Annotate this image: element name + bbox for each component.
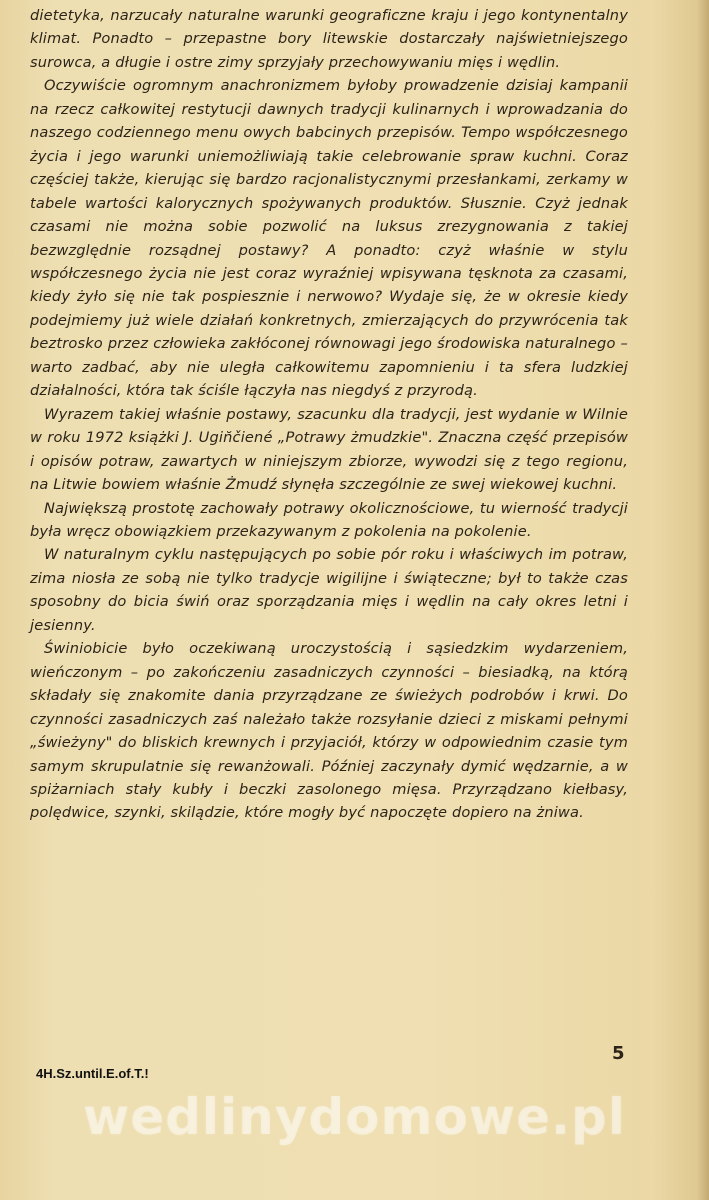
library-code: 4H.Sz.until.E.of.T.! [36, 1066, 149, 1081]
paragraph-book-edition: Wyrazem takiej właśnie postawy, szacunku dla tradycji, jest wydanie w Wilnie w roku 1972 książki J. Ugin̆čiené „Potrawy żmudzkie". Znaczna część przepisów i opisów potraw, zawartych w niniejszym zbiorze, wywodzi się z tego regionu, na Litwie bowiem właśnie Żmudź słynęła szczególnie ze swej wiekowej kuchni. [30, 405, 628, 494]
paragraph-pig-slaughter: Świniobicie było oczekiwaną uroczystością i sąsiedzkim wydarzeniem, wieńczonym – po zakończeniu zasadniczych czynności – biesiadką, na którą składały się znakomite dania przyrządzane ze świeżych podrobów i krwi. Do czynności zasadniczych zaś należało także rozsyłanie dzieci z miskami pełnymi „świeżyny" do bliskich krewnych i przyjaciół, którzy w odpowiednim czasie tym samym skrupulatnie się rewanżowali. Później zaczynały dymić wędzarnie, a w spiżarniach stały kubły i beczki zasolonego mięsa. Przyrządzano kiełbasy, polędwice, szynki, skilądzie, które mogły być napoczęte dopiero na żniwa. [30, 640, 628, 822]
watermark: wedlinydomowe.pl [83, 1088, 626, 1146]
paragraph-seasons: W naturalnym cyklu następujących po sobie pór roku i właściwych im potraw, zima niosła ze sobą nie tylko tradycje wigilijne i świąteczne; był to także czas sposobny do bicia świń oraz sporządzania mięs i wędlin na cały okres letni i jesienny. [30, 546, 628, 634]
paragraph-continuation: dietetyka, narzucały naturalne warunki geograficzne kraju i jego kontynentalny klimat. Ponadto – przepastne bory litewskie dostarczały najświetniejszego surowca, a długie i ostre zimy sprzyjały przechowywaniu mięs i wędlin. [30, 7, 628, 71]
page-edge-shadow [697, 0, 709, 1200]
paragraph-anachronism: Oczywiście ogromnym anachronizmem byłoby prowadzenie dzisiaj kampanii na rzecz całkowitej restytucji dawnych tradycji kulinarnych i wprowadzania do naszego codziennego menu owych babcinych przepisów. Tempo współczesnego życia i jego warunki uniemożliwiają takie celebrowanie spraw kuchni. Coraz częściej także, kierując się bardzo racjonalistycznymi przesłankami, zerkamy w tabele wartości kalorycznych spożywanych produktów. Słusznie. Czyż jednak czasami nie można sobie pozwolić na luksus zrezygnowania z takiej bezwzględnie rozsądnej postawy? A ponadto: czyż właśnie w stylu współczesnego życia nie jest coraz wyraźniej wpisywana tęsknota za czasami, kiedy żyło się nie tak pospiesznie i nerwowo? Wydaje się, że w okresie kiedy podejmiemy już wiele działań konkretnych, zmierzających do przywrócenia tak beztrosko przez człowieka zakłóconej równowagi jego środowiska naturalnego – warto zadbać, aby nie uległa całkowitemu zapomnieniu i ta sfera ludzkiej działalności, która tak ściśle łączyła nas niegdyś z przyrodą. [30, 77, 628, 400]
page-number: 5 [612, 1043, 625, 1064]
paragraph-simplicity: Największą prostotę zachowały potrawy okolicznościowe, tu wierność tradycji była wręcz obowiązkiem przekazywanym z pokolenia na pokolenie. [30, 499, 628, 540]
body-text [30, 4, 628, 825]
